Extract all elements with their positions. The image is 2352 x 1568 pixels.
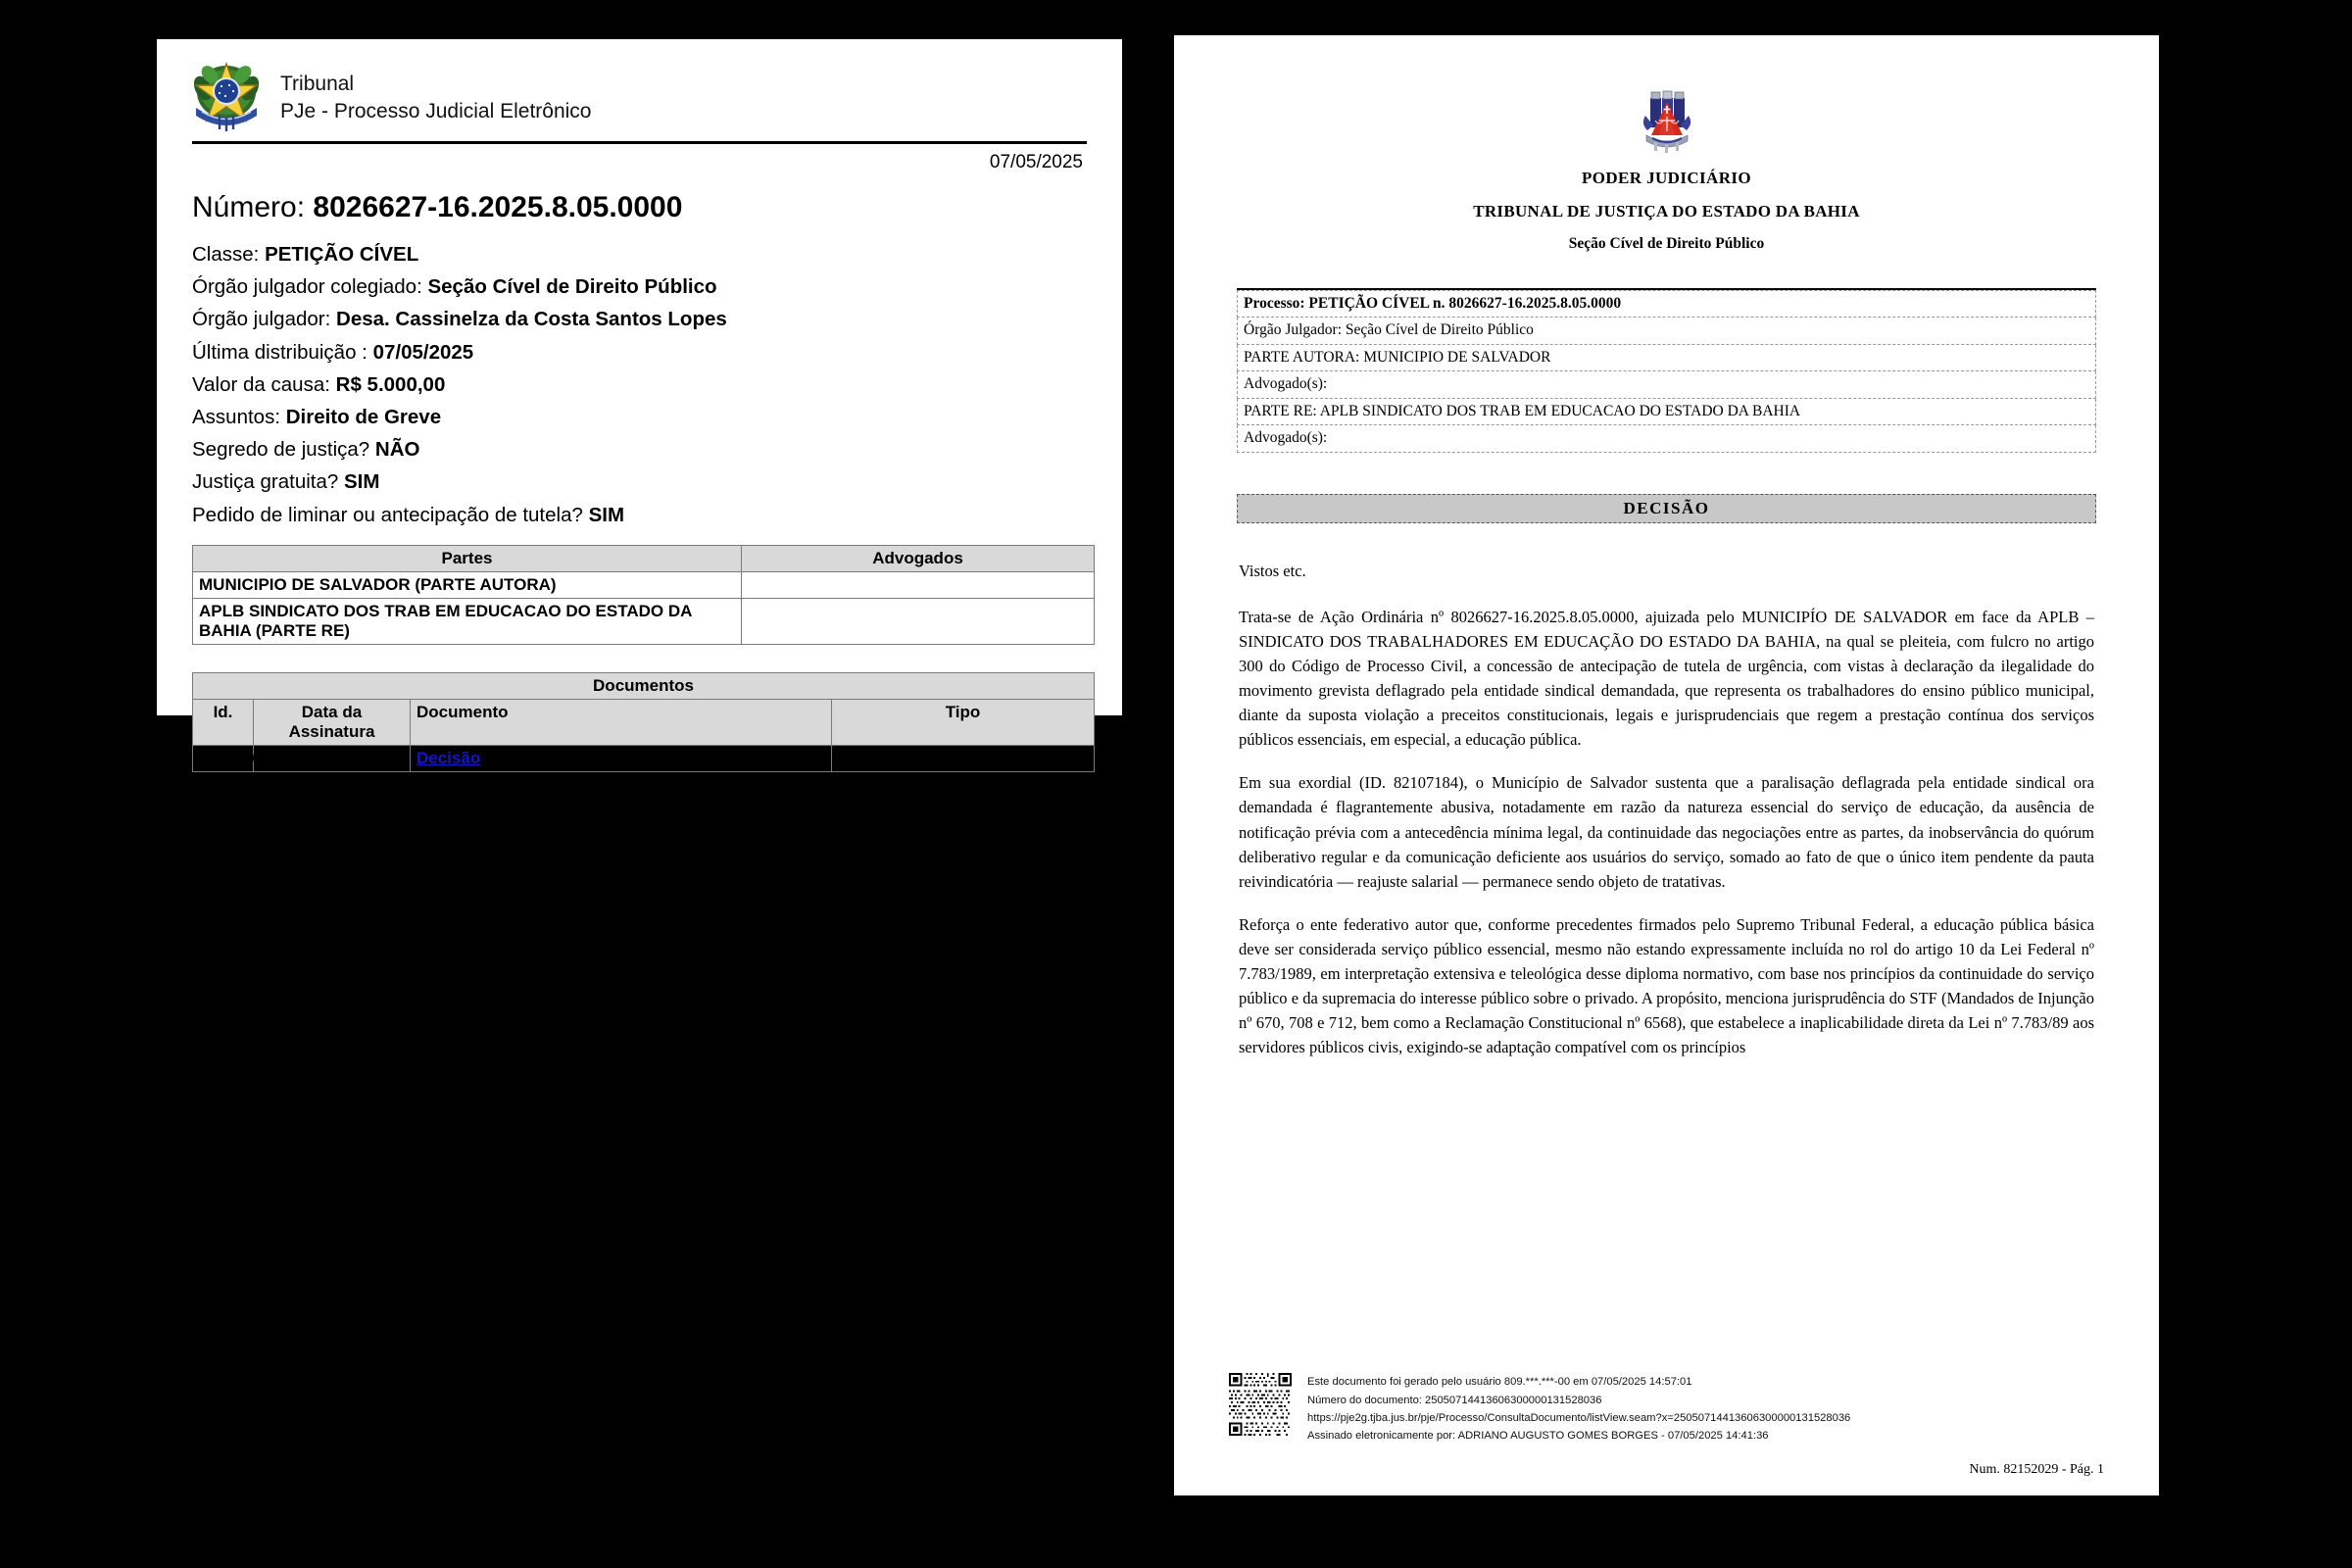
field-label: Órgão julgador: <box>192 308 331 331</box>
pje-header-line2: PJe - Processo Judicial Eletrônico <box>280 99 592 122</box>
processo-info-box <box>1237 288 2096 453</box>
decision-title-tribunal: TRIBUNAL DE JUSTIÇA DO ESTADO DA BAHIA <box>1473 202 1860 220</box>
decision-document-page <box>1174 35 2159 1495</box>
field-segredo-justica <box>192 433 1099 466</box>
table-row <box>193 571 1095 598</box>
pje-header <box>180 51 1099 137</box>
column-header-id: Id. <box>193 699 254 745</box>
parte-advogado <box>742 598 1095 644</box>
footer-text-block <box>1307 1373 1850 1445</box>
decision-title-poder-judiciario: PODER JUDICIÁRIO <box>1581 169 1752 187</box>
field-value: SIM <box>588 503 625 526</box>
field-orgao-julgador <box>192 303 1099 335</box>
field-value: NÃO <box>374 438 420 462</box>
documentos-caption: Documentos <box>193 672 1095 699</box>
page-number: Num. 82152029 - Pág. 1 <box>1969 1462 2104 1477</box>
proc-line-advogados-autora: Advogado(s): <box>1237 371 2096 398</box>
decision-title-secao: Seção Cível de Direito Público <box>1568 235 1765 252</box>
table-caption-row <box>193 672 1095 699</box>
table-header-row <box>193 699 1095 745</box>
proc-line-parte-autora: PARTE AUTORA: MUNICIPIO DE SALVADOR <box>1237 345 2096 371</box>
field-label: Assuntos: <box>192 406 281 429</box>
footer-line-url[interactable]: https://pje2g.tjba.jus.br/pje/Processo/ConsultaDocumento/listView.seam?x=25050714413606300000131528036 <box>1307 1411 1851 1424</box>
field-label: Classe: <box>192 243 260 266</box>
table-spacer <box>180 645 1099 659</box>
field-valor-causa <box>192 368 1099 401</box>
documento-tipo: Decisão <box>832 745 1095 771</box>
decision-paragraph-2: Em sua exordial (ID. 82107184), o Município de Salvador sustenta que a paralisação deflagrada pela entidade sindical ora demandada é flagrantemente abusiva, notadamente em razão da natureza essencial do serviço de educação, da ausência de notificação prévia com a antecedência mínima legal, da continuidade das negociações entre as partes, da inobservância do quórum deliberativo regular e da comunicação deficiente aos usuários do serviço, somado ao fato de que o único item pendente da pauta reivindicatória — reajuste salarial — permanece sendo objeto de tratativas. <box>1239 773 2094 891</box>
field-label: Valor da causa: <box>192 372 330 396</box>
documentos-table <box>192 672 1095 772</box>
documento-link-cell[interactable] <box>411 745 832 771</box>
field-value: 07/05/2025 <box>372 340 474 364</box>
qr-code-icon <box>1229 1373 1292 1436</box>
field-ultima-distribuicao <box>192 336 1099 368</box>
partes-table <box>192 545 1095 645</box>
documento-data: 07/05/2025 14:41 <box>254 745 411 771</box>
table-header-row <box>193 545 1095 571</box>
documento-decisao-link[interactable]: Decisão <box>416 748 481 767</box>
field-orgao-colegiado <box>192 270 1099 303</box>
decision-body <box>1239 559 2094 1059</box>
field-justica-gratuita <box>192 466 1099 498</box>
decisao-banner: DECISÃO <box>1237 494 2096 523</box>
column-header-tipo: Tipo <box>832 699 1095 745</box>
field-value: Desa. Cassinelza da Costa Santos Lopes <box>336 308 727 331</box>
column-header-partes: Partes <box>193 545 742 571</box>
field-classe <box>192 238 1099 270</box>
processo-numero <box>180 173 1099 238</box>
proc-line-advogados-re: Advogado(s): <box>1237 425 2096 452</box>
footer-line-numero-documento: Número do documento: 25050714413606300000131528036 <box>1307 1394 1602 1406</box>
column-header-documento: Documento <box>411 699 832 745</box>
brasao-republica-icon <box>190 59 263 131</box>
decision-paragraph-3: Reforça o ente federativo autor que, conforme precedentes firmados pelo Supremo Tribunal Federal, a educação pública básica deve ser considerada serviço público essencial, mesmo não estando expressamente incluída no rol do artigo 10 da Lei Federal nº 7.783/1989, em interpretação extensiva e teleológica desse diploma normativo, com base nos princípios da continuidade do serviço público e da supremacia do interesse público sobre o privado. A propósito, menciona jurisprudência do STF (Mandados de Injunção nº 670, 708 e 712, bem como a Reclamação Constitucional nº 6568), que estabelece a inaplicabilidade direta da Lei nº 7.783/89 aos servidores públicos civis, exigindo-se adaptação compatível com os princípios <box>1239 914 2094 1057</box>
field-label: Segredo de justiça? <box>192 438 370 462</box>
footer-line-gerado: Este documento foi gerado pelo usuário 809.***.***-00 em 07/05/2025 14:57:01 <box>1307 1376 1692 1389</box>
processo-fields <box>180 238 1099 531</box>
documento-id: 82152029 <box>193 745 254 771</box>
processo-numero-value: 8026627-16.2025.8.05.0000 <box>313 191 683 223</box>
decision-paragraph-1: Trata-se de Ação Ordinária nº 8026627-16.2025.8.05.0000, ajuizada pelo MUNICIPÍO DE SALVADOR em face da APLB – SINDICATO DOS TRABALHADORES EM EDUCAÇÃO DO ESTADO DA BAHIA, na qual se pleiteia, com fulcro no artigo 300 do Código de Processo Civil, a concessão de antecipação de tutela de urgência, com vistas à declaração da ilegalidade do movimento grevista deflagrado pela entidade sindical demandada, que representa os trabalhadores do ensino público municipal, diante da suposta violação a preceitos constitucionais, legais e jurisprudenciais que regem a prestação contínua dos serviços públicos essenciais, em especial, a educação pública. <box>1239 607 2094 750</box>
processo-numero-label: Número: <box>192 191 306 223</box>
pje-summary-panel <box>157 39 1122 767</box>
column-header-data-assinatura: Data da Assinatura <box>254 699 411 745</box>
field-value: SIM <box>343 470 380 494</box>
table-row <box>193 598 1095 644</box>
footer-line-assinatura: Assinado eletronicamente por: ADRIANO AUGUSTO GOMES BORGES - 07/05/2025 14:41:36 <box>1307 1429 1769 1442</box>
field-value: Seção Cível de Direito Público <box>427 275 717 299</box>
parte-nome: APLB SINDICATO DOS TRAB EM EDUCACAO DO ESTADO DA BAHIA (PARTE RE) <box>193 598 742 644</box>
watermark-label: Jornal Grande Bahia (JGB) <box>2116 580 2154 988</box>
table-row <box>193 745 1095 771</box>
pje-date: 07/05/2025 <box>989 152 1083 172</box>
field-assuntos <box>192 401 1099 433</box>
proc-line-parte-re: PARTE RE: APLB SINDICATO DOS TRAB EM EDUCACAO DO ESTADO DA BAHIA <box>1237 399 2096 425</box>
proc-line-processo: Processo: PETIÇÃO CÍVEL n. 8026627-16.2025.8.05.0000 <box>1237 290 2096 318</box>
field-label: Órgão julgador colegiado: <box>192 275 422 299</box>
field-value: R$ 5.000,00 <box>335 372 446 396</box>
parte-nome: MUNICIPIO DE SALVADOR (PARTE AUTORA) <box>193 571 742 598</box>
column-header-advogados: Advogados <box>742 545 1095 571</box>
brasao-tjba-icon <box>1640 86 1694 155</box>
proc-line-orgao-julgador: Órgão Julgador: Seção Cível de Direito Público <box>1237 318 2096 344</box>
decision-paragraph-vistos: Vistos etc. <box>1239 561 1306 580</box>
pje-header-line1: Tribunal <box>280 73 355 95</box>
field-pedido-liminar <box>192 499 1099 531</box>
parte-advogado <box>742 571 1095 598</box>
field-value: Direito de Greve <box>285 406 442 429</box>
field-label: Justiça gratuita? <box>192 470 339 494</box>
field-value: PETIÇÃO CÍVEL <box>265 243 419 266</box>
field-label: Pedido de liminar ou antecipação de tutela? <box>192 503 583 526</box>
decision-footer <box>1229 1373 2101 1445</box>
field-label: Última distribuição : <box>192 340 368 364</box>
